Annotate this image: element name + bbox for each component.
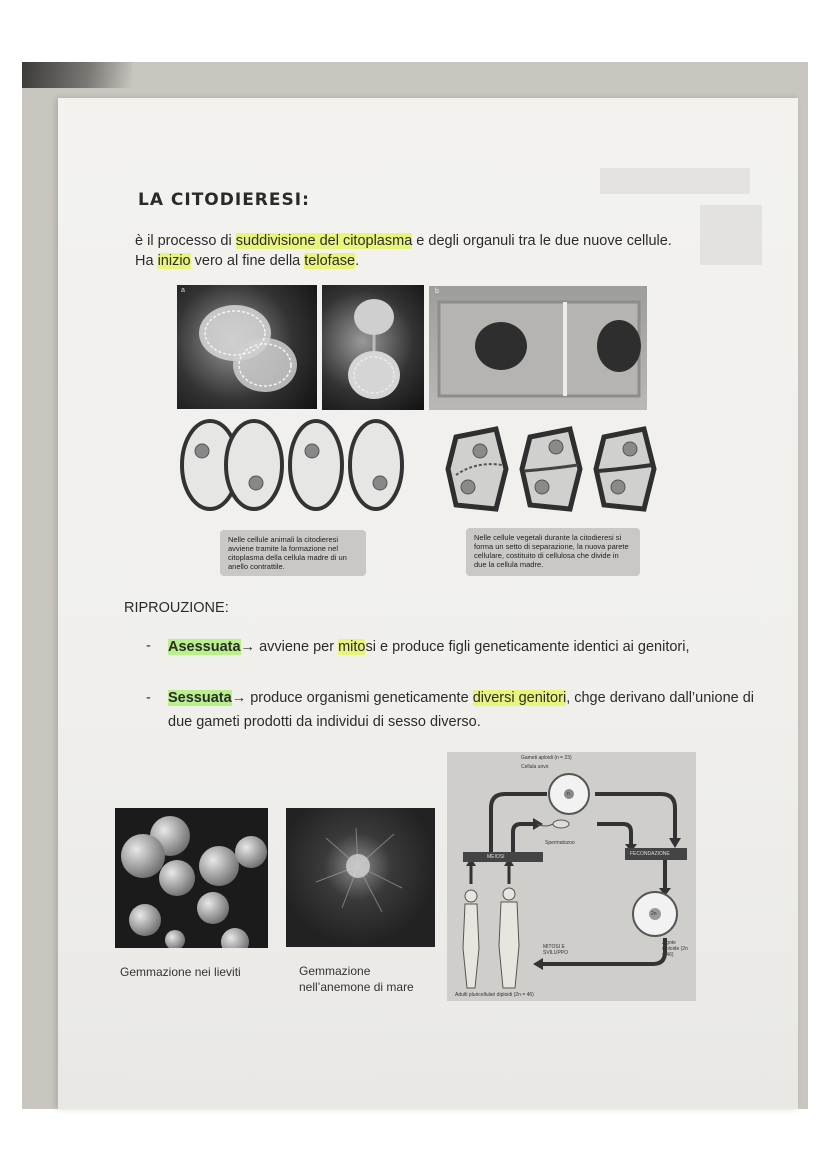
micrograph-animal-1: [177, 285, 317, 409]
highlight-term: suddivisione del citoplasma: [235, 233, 413, 249]
term-asessuata: Asessuata: [168, 639, 241, 655]
caption-plant: Nelle cellule vegetali durante la citodieresi si forma un setto di separazione, la nuova parete cellulare, costituito di cellulosa che divide in due la cellula madre.: [466, 528, 640, 576]
micrograph-animal-2: [322, 285, 424, 410]
arrow-icon: →: [231, 690, 247, 706]
term-sessuata: Sessuata: [168, 690, 232, 706]
page-title: LA CITODIERESI:: [138, 190, 310, 210]
anemone-caption-line-1: Gemmazione: [299, 964, 371, 978]
item-text: , chge derivano dall’unione di due gameti prodotti da individui di sesso diverso.: [168, 690, 755, 730]
meiosis-label: MEIOSI: [487, 854, 505, 860]
intro-line-1: [135, 232, 672, 251]
egg-label: Cellula uovo: [521, 764, 549, 770]
table-shadow: [22, 62, 132, 88]
figure-label-a: a: [181, 287, 185, 294]
life-cycle-diagram: [447, 752, 696, 1001]
intro-line-2: [135, 252, 359, 271]
plant-cell-image: [429, 286, 647, 410]
micrograph-plant: [429, 286, 647, 410]
animal-cell-drawing: [176, 415, 410, 515]
fertilization-label: FECONDAZIONE: [630, 851, 670, 857]
cycle-arrows: [447, 752, 696, 1001]
yeast-caption: Gemmazione nei lieviti: [120, 965, 241, 979]
anemone-caption-line-2: nell’anemone di mare: [299, 980, 414, 994]
mitosis-label: MITOSI E SVILUPPO: [543, 944, 569, 956]
item-text: produce organismi geneticamente: [246, 690, 473, 706]
bullet-dash: -: [146, 690, 151, 706]
intro-text: Ha: [135, 253, 158, 269]
intro-text: e degli organuli tra le due nuove cellule.: [412, 233, 672, 249]
arrow-icon: →: [240, 639, 256, 655]
item-text: si e produce figli geneticamente identici ai genitori,: [365, 639, 690, 655]
highlight-term: inizio: [157, 253, 191, 269]
show-through: [600, 168, 750, 194]
gametes-label: Gameti aploidi (n = 23): [521, 755, 572, 761]
sperm-label: Spermatozoo: [545, 840, 575, 846]
bullet-dash: -: [146, 638, 151, 654]
list-item-sexual: [168, 686, 768, 734]
list-item-asexual: [168, 635, 768, 659]
caption-animal: Nelle cellule animali la citodieresi avviene tramite la formazione nel citoplasma della cellula madre di un anello contrattile.: [220, 530, 366, 576]
yeast-photo: [115, 808, 268, 948]
dividing-cell-image: [177, 285, 317, 409]
anemone-photo: [286, 808, 435, 947]
plant-cell-drawing: [444, 425, 658, 513]
highlight-term: mito: [338, 639, 366, 655]
adults-label: Adulti pluricellulari diploidi (2n = 46): [455, 992, 534, 998]
highlight-term: diversi genitori: [472, 690, 567, 706]
intro-text: vero al fine della: [190, 253, 305, 269]
twon-label: 2n: [651, 911, 657, 917]
item-text: avviene per: [255, 639, 339, 655]
yeast-cells-image: [115, 808, 268, 948]
dividing-cell-image: [322, 285, 424, 410]
highlight-term: telofase: [304, 253, 356, 269]
n-label: n: [567, 791, 570, 797]
intro-text: .: [355, 253, 360, 269]
zygote-label: Zigote diploide (2n = 46): [662, 940, 688, 958]
show-through-qr: [700, 205, 762, 265]
figure-label-b: b: [435, 288, 439, 295]
section-heading: RIPROUZIONE:: [124, 600, 229, 616]
anemone-image: [286, 808, 435, 947]
intro-text: è il processo di: [135, 233, 236, 249]
